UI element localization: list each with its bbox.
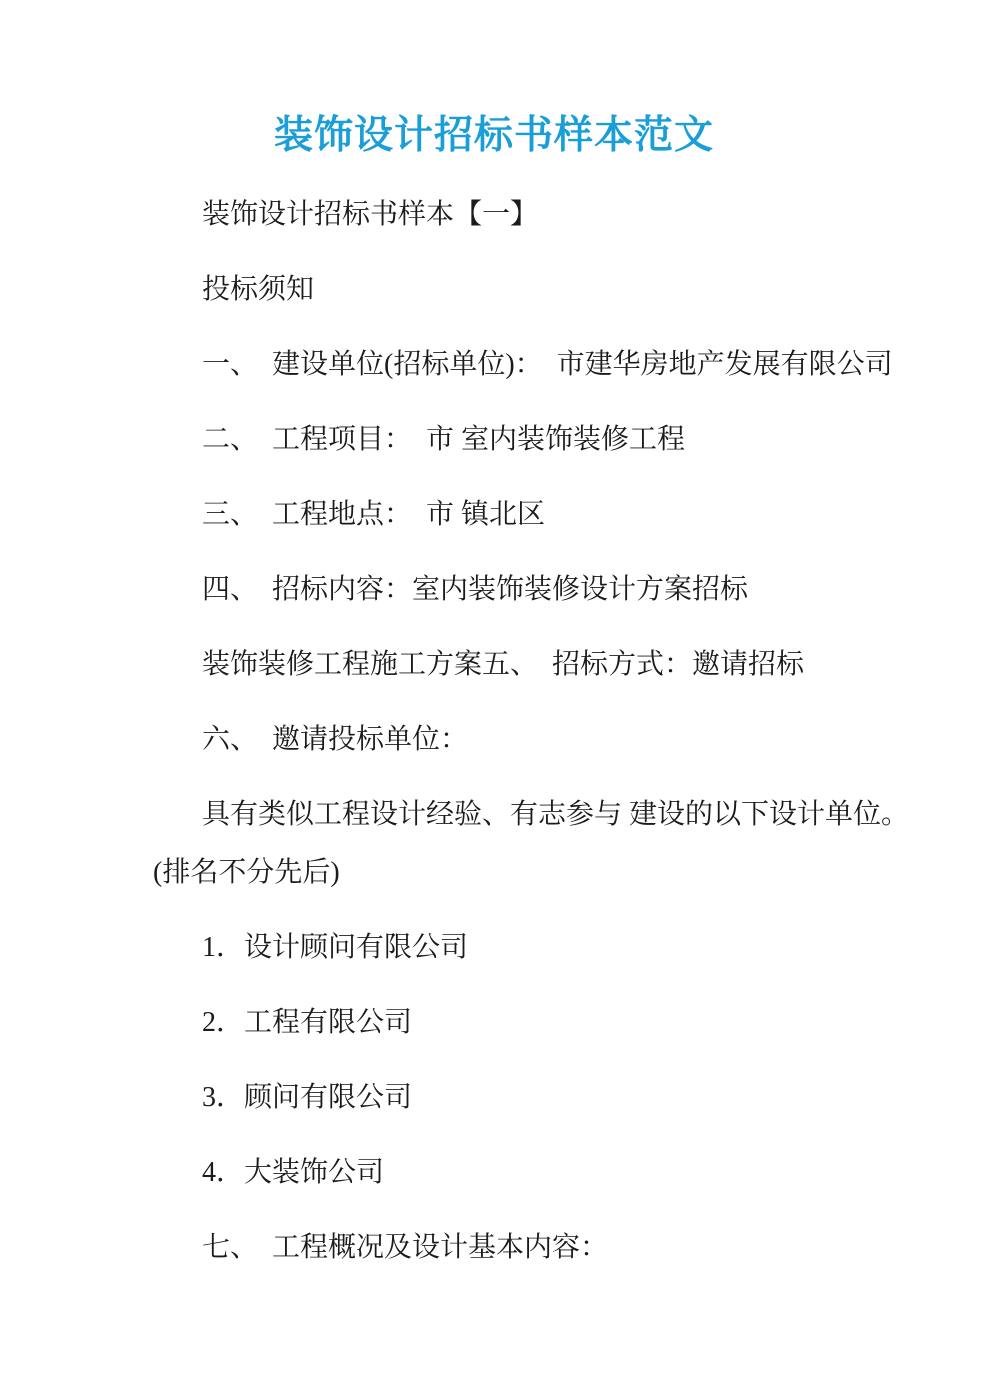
list-item-3: 3．顾问有限公司 (202, 1082, 413, 1113)
list-item-2: 2．工程有限公司 (202, 1007, 413, 1038)
paragraph-ranking-note: (排名不分先后) (153, 857, 340, 888)
paragraph-sample-heading: 装饰设计招标书样本【一】 (202, 199, 539, 230)
item-7-project-overview: 七、 工程概况及设计基本内容： (202, 1232, 609, 1263)
document-title: 装饰设计招标书样本范文 (273, 114, 714, 157)
item-5-tender-method: 装饰装修工程施工方案五、 招标方式：邀请招标 (202, 649, 805, 680)
document-body (0, 186, 988, 1276)
item-1-construction-unit: 一、 建设单位(招标单位)： 市建华房地产发展有限公司 (202, 349, 893, 380)
paragraph-invited-description: 具有类似工程设计经验、有志参与 建设的以下设计单位。 (202, 799, 910, 830)
item-6-invited-bidders: 六、 邀请投标单位： (202, 724, 469, 755)
paragraph-bid-notice-heading: 投标须知 (202, 274, 315, 305)
item-3-location: 三、 工程地点： 市 镇北区 (202, 499, 546, 530)
item-4-tender-content: 四、 招标内容：室内装饰装修设计方案招标 (202, 574, 749, 605)
list-item-4: 4．大装饰公司 (202, 1157, 385, 1188)
list-item-1: 1．设计顾问有限公司 (202, 932, 469, 963)
item-2-project: 二、 工程项目： 市 室内装饰装修工程 (202, 424, 686, 455)
